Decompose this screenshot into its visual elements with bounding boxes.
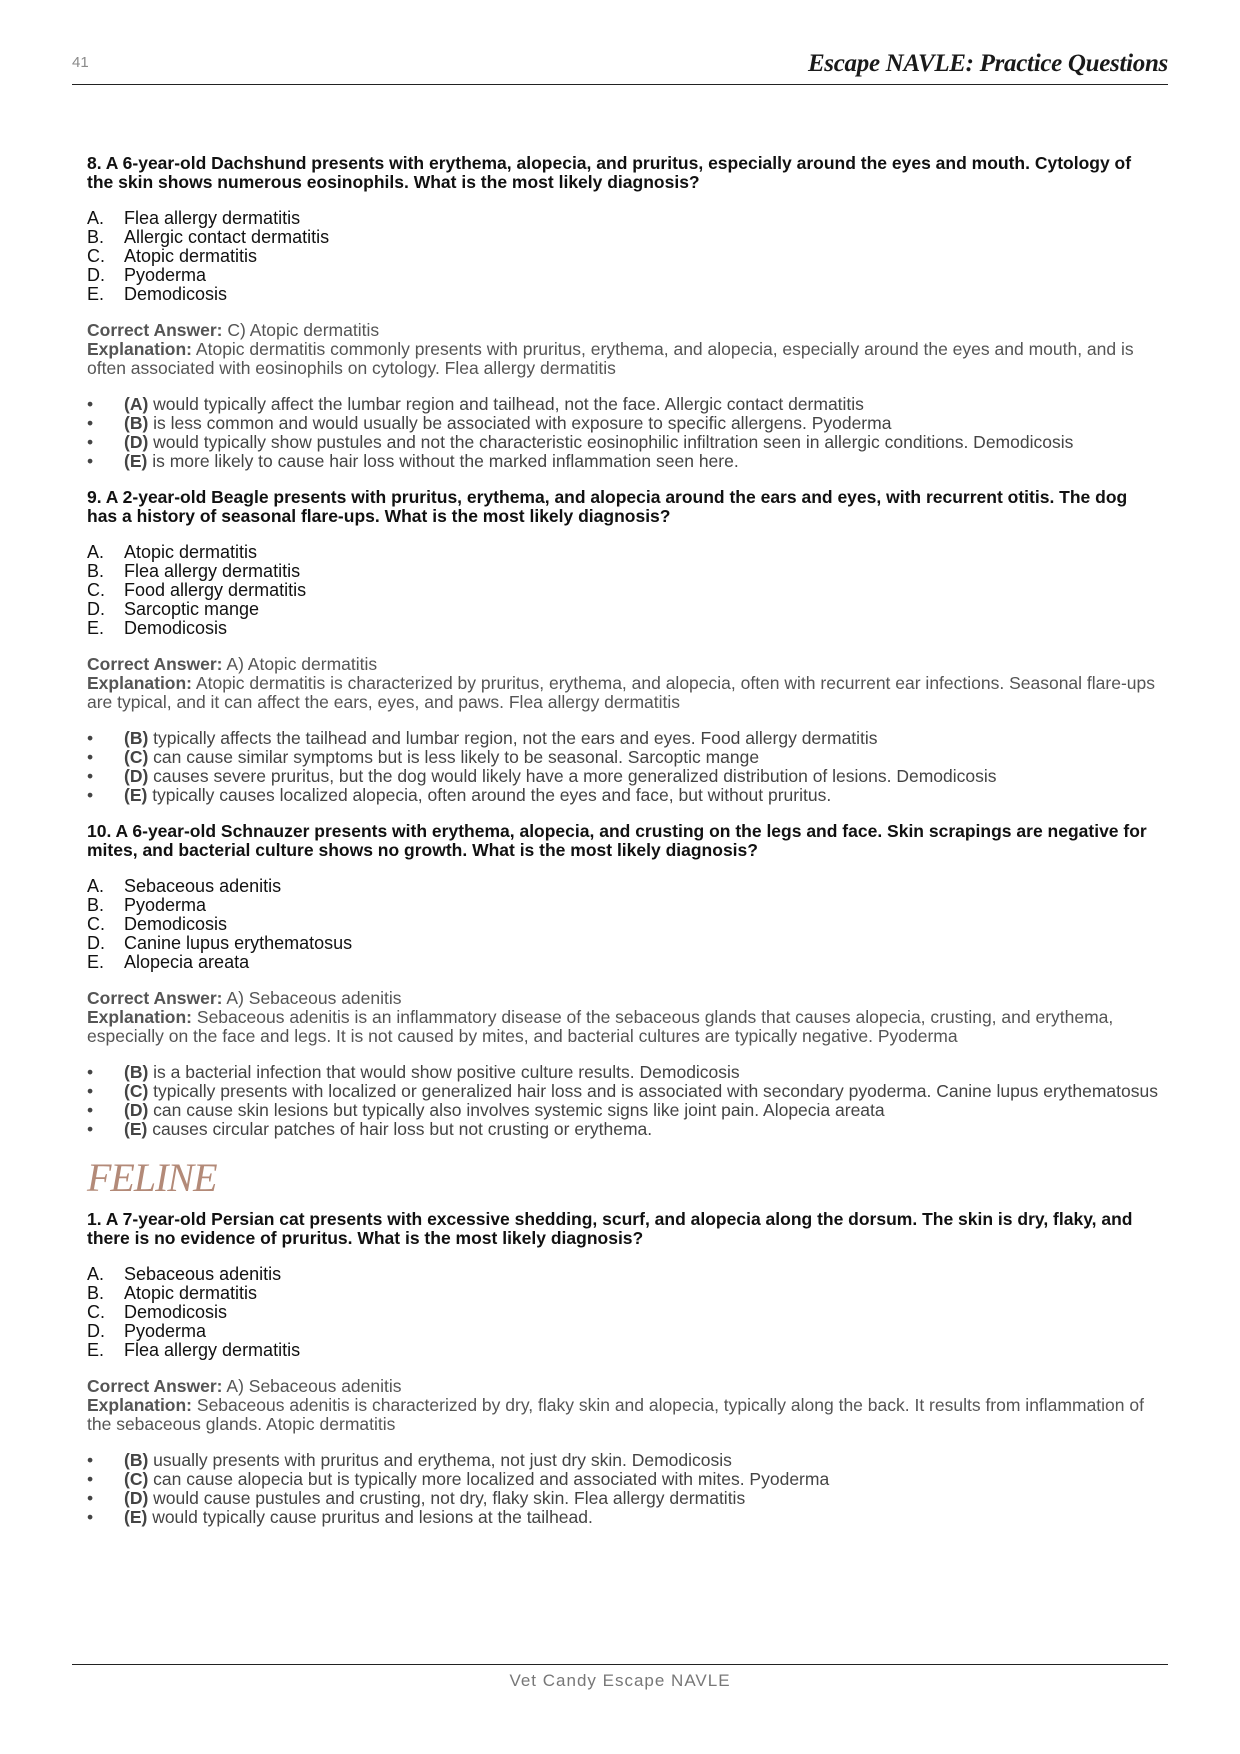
question-text: 1. A 7-year-old Persian cat presents with excessive shedding, scurf, and alopecia along the dorsum. The skin is dry, flaky, and there is no evidence of pruritus. What is the most likely diagnosis? xyxy=(87,1209,1133,1248)
bullet-icon: • xyxy=(87,1100,94,1120)
distractor-key: (D) xyxy=(124,432,149,452)
distractor-item xyxy=(87,767,1160,786)
distractor-key: (B) xyxy=(124,413,149,433)
bullet-icon: • xyxy=(87,1507,94,1527)
distractor-body xyxy=(124,433,1073,452)
distractor-item xyxy=(87,1082,1160,1101)
option-item xyxy=(87,915,1160,934)
distractor-key: (D) xyxy=(124,1488,149,1508)
correct-answer xyxy=(87,989,1160,1008)
distractor-text: would typically show pustules and not the characteristic eosinophilic infiltration seen in allergic conditions. Demodicosis xyxy=(148,432,1074,452)
distractor-text: causes circular patches of hair loss but not crusting or erythema. xyxy=(147,1119,653,1139)
option-text: Demodicosis xyxy=(124,284,228,304)
distractor-text: causes severe pruritus, but the dog would likely have a more generalized distribution of lesions. Demodicosis xyxy=(148,766,997,786)
option-letter: C. xyxy=(87,246,105,266)
page-footer xyxy=(72,1664,1168,1691)
bullet-icon: • xyxy=(87,747,94,767)
option-item xyxy=(87,619,1160,638)
bullet-icon: • xyxy=(87,394,94,414)
option-text: Sebaceous adenitis xyxy=(124,1264,282,1284)
correct-answer-label: Correct Answer: xyxy=(87,320,223,340)
explanation xyxy=(87,1008,1160,1046)
question-block xyxy=(87,154,1160,471)
distractor-item xyxy=(87,1489,1160,1508)
distractor-key: (B) xyxy=(124,728,149,748)
explanation-text: Sebaceous adenitis is an inflammatory disease of the sebaceous glands that causes alopecia, crusting, and erythema, especially on the face and legs. It is not caused by mites, and bacterial cultures are typically negative. Pyoderma xyxy=(87,1007,1114,1046)
section-title-feline: FELINE xyxy=(87,1155,217,1200)
footer-text: Vet Candy Escape NAVLE xyxy=(509,1671,731,1690)
document-title: Escape NAVLE: Practice Questions xyxy=(807,50,1168,77)
option-text: Pyoderma xyxy=(124,895,207,915)
distractor-text: can cause similar symptoms but is less likely to be seasonal. Sarcoptic mange xyxy=(148,747,760,767)
option-letter: E. xyxy=(87,618,105,638)
distractor-text: would typically cause pruritus and lesions at the tailhead. xyxy=(147,1507,593,1527)
option-letter: D. xyxy=(87,1321,105,1341)
option-item xyxy=(87,877,1160,896)
bullet-icon: • xyxy=(87,1081,94,1101)
option-item xyxy=(87,1341,1160,1360)
distractor-key: (E) xyxy=(124,451,148,471)
explanation-label: Explanation: xyxy=(87,339,193,359)
option-letter: B. xyxy=(87,895,105,915)
distractor-text: would typically affect the lumbar region and tailhead, not the face. Allergic contact dermatitis xyxy=(148,394,864,414)
option-text: Food allergy dermatitis xyxy=(124,580,307,600)
distractor-text: is a bacterial infection that would show positive culture results. Demodicosis xyxy=(148,1062,740,1082)
distractor-list xyxy=(87,1451,1160,1527)
option-letter: A. xyxy=(87,208,105,228)
option-item xyxy=(87,896,1160,915)
question-text: 10. A 6-year-old Schnauzer presents with erythema, alopecia, and crusting on the legs and face. Skin scrapings are negative for mites, and bacterial culture shows no growth. What is the most likely diagnosis? xyxy=(87,821,1147,860)
option-letter: E. xyxy=(87,1340,105,1360)
correct-answer xyxy=(87,655,1160,674)
option-item xyxy=(87,228,1160,247)
option-text: Demodicosis xyxy=(124,1302,228,1322)
option-text: Atopic dermatitis xyxy=(124,246,258,266)
option-item xyxy=(87,562,1160,581)
distractor-body xyxy=(124,729,878,748)
page-header xyxy=(72,48,1168,85)
distractor-item xyxy=(87,414,1160,433)
distractor-body xyxy=(124,452,739,471)
correct-answer xyxy=(87,1377,1160,1396)
option-letter: C. xyxy=(87,1302,105,1322)
bullet-icon: • xyxy=(87,1469,94,1489)
bullet-icon: • xyxy=(87,432,94,452)
answer-options xyxy=(87,877,1160,972)
distractor-key: (D) xyxy=(124,1100,149,1120)
distractor-item xyxy=(87,452,1160,471)
bullet-icon: • xyxy=(87,785,94,805)
distractor-body xyxy=(124,1101,885,1120)
distractor-key: (E) xyxy=(124,1119,148,1139)
option-text: Alopecia areata xyxy=(124,952,250,972)
distractor-item xyxy=(87,1451,1160,1470)
option-text: Atopic dermatitis xyxy=(124,542,258,562)
distractor-body xyxy=(124,786,831,805)
canine-questions xyxy=(87,154,1160,1139)
question-text: 8. A 6-year-old Dachshund presents with erythema, alopecia, and pruritus, especially around the eyes and mouth. Cytology of the skin shows numerous eosinophils. What is the most likely diagnosis? xyxy=(87,153,1132,192)
option-text: Pyoderma xyxy=(124,1321,207,1341)
option-item xyxy=(87,1303,1160,1322)
distractor-body xyxy=(124,1082,1158,1101)
explanation-text: Atopic dermatitis is characterized by pruritus, erythema, and alopecia, often with recurrent ear infections. Seasonal flare-ups are typical, and it can affect the ears, eyes, and paws. Flea allergy dermatitis xyxy=(87,673,1156,712)
correct-answer-label: Correct Answer: xyxy=(87,988,223,1008)
correct-answer-value: A) Sebaceous adenitis xyxy=(226,1376,402,1396)
option-item xyxy=(87,285,1160,304)
distractor-body xyxy=(124,1451,732,1470)
page-number: 41 xyxy=(72,54,89,71)
distractor-key: (B) xyxy=(124,1450,149,1470)
option-letter: D. xyxy=(87,599,105,619)
option-text: Demodicosis xyxy=(124,618,228,638)
distractor-body xyxy=(124,1508,593,1527)
bullet-icon: • xyxy=(87,1062,94,1082)
bullet-icon: • xyxy=(87,728,94,748)
answer-options xyxy=(87,209,1160,304)
distractor-text: typically presents with localized or generalized hair loss and is associated with secondary pyoderma. Canine lupus erythematosus xyxy=(148,1081,1158,1101)
question-block xyxy=(87,1210,1160,1527)
distractor-text: can cause alopecia but is typically more localized and associated with mites. Pyoderma xyxy=(148,1469,830,1489)
distractor-key: (C) xyxy=(124,1081,149,1101)
correct-answer-value: A) Sebaceous adenitis xyxy=(226,988,402,1008)
option-letter: B. xyxy=(87,1283,105,1303)
page-content xyxy=(87,154,1160,1544)
distractor-text: typically affects the tailhead and lumbar region, not the ears and eyes. Food allergy dermatitis xyxy=(148,728,878,748)
option-item xyxy=(87,581,1160,600)
option-text: Allergic contact dermatitis xyxy=(124,227,330,247)
correct-answer xyxy=(87,321,1160,340)
explanation-label: Explanation: xyxy=(87,1007,193,1027)
option-text: Flea allergy dermatitis xyxy=(124,208,301,228)
bullet-icon: • xyxy=(87,1488,94,1508)
distractor-item xyxy=(87,1470,1160,1489)
distractor-item xyxy=(87,786,1160,805)
distractor-body xyxy=(124,748,759,767)
option-text: Atopic dermatitis xyxy=(124,1283,258,1303)
option-letter: E. xyxy=(87,952,105,972)
answer-options xyxy=(87,1265,1160,1360)
distractor-list xyxy=(87,395,1160,471)
distractor-body xyxy=(124,1063,740,1082)
distractor-body xyxy=(124,1489,745,1508)
distractor-key: (E) xyxy=(124,785,148,805)
distractor-body xyxy=(124,1470,829,1489)
distractor-item xyxy=(87,729,1160,748)
question-block xyxy=(87,822,1160,1139)
option-letter: A. xyxy=(87,876,105,896)
option-text: Pyoderma xyxy=(124,265,207,285)
option-letter: E. xyxy=(87,284,105,304)
distractor-item xyxy=(87,1063,1160,1082)
option-text: Canine lupus erythematosus xyxy=(124,933,353,953)
distractor-key: (C) xyxy=(124,1469,149,1489)
distractor-item xyxy=(87,395,1160,414)
correct-answer-label: Correct Answer: xyxy=(87,654,223,674)
option-item xyxy=(87,1322,1160,1341)
option-item xyxy=(87,266,1160,285)
distractor-text: can cause skin lesions but typically also involves systemic signs like joint pain. Alopecia areata xyxy=(148,1100,885,1120)
option-letter: A. xyxy=(87,542,105,562)
bullet-icon: • xyxy=(87,413,94,433)
distractor-text: would cause pustules and crusting, not dry, flaky skin. Flea allergy dermatitis xyxy=(148,1488,746,1508)
option-text: Flea allergy dermatitis xyxy=(124,1340,301,1360)
explanation-text: Sebaceous adenitis is characterized by dry, flaky skin and alopecia, typically along the back. It results from inflammation of the sebaceous glands. Atopic dermatitis xyxy=(87,1395,1144,1434)
distractor-key: (B) xyxy=(124,1062,149,1082)
bullet-icon: • xyxy=(87,1119,94,1139)
option-item xyxy=(87,1284,1160,1303)
bullet-icon: • xyxy=(87,451,94,471)
distractor-body xyxy=(124,395,864,414)
option-text: Sarcoptic mange xyxy=(124,599,260,619)
option-letter: A. xyxy=(87,1264,105,1284)
option-item xyxy=(87,1265,1160,1284)
answer-explanation xyxy=(87,321,1160,378)
bullet-icon: • xyxy=(87,766,94,786)
explanation xyxy=(87,340,1160,378)
distractor-item xyxy=(87,748,1160,767)
distractor-body xyxy=(124,1120,652,1139)
option-text: Sebaceous adenitis xyxy=(124,876,282,896)
bullet-icon: • xyxy=(87,1450,94,1470)
feline-questions xyxy=(87,1210,1160,1527)
answer-explanation xyxy=(87,989,1160,1046)
distractor-text: usually presents with pruritus and erythema, not just dry skin. Demodicosis xyxy=(148,1450,732,1470)
distractor-key: (C) xyxy=(124,747,149,767)
answer-explanation xyxy=(87,1377,1160,1434)
option-item xyxy=(87,209,1160,228)
distractor-list xyxy=(87,729,1160,805)
distractor-body xyxy=(124,414,891,433)
option-text: Demodicosis xyxy=(124,914,228,934)
distractor-body xyxy=(124,767,997,786)
option-item xyxy=(87,247,1160,266)
explanation-label: Explanation: xyxy=(87,673,193,693)
correct-answer-label: Correct Answer: xyxy=(87,1376,223,1396)
correct-answer-value: C) Atopic dermatitis xyxy=(227,320,380,340)
distractor-item xyxy=(87,1508,1160,1527)
distractor-text: is less common and would usually be associated with exposure to specific allergens. Pyoderma xyxy=(148,413,892,433)
distractor-key: (D) xyxy=(124,766,149,786)
option-text: Flea allergy dermatitis xyxy=(124,561,301,581)
distractor-list xyxy=(87,1063,1160,1139)
distractor-key: (E) xyxy=(124,1507,148,1527)
distractor-item xyxy=(87,1120,1160,1139)
option-letter: D. xyxy=(87,265,105,285)
option-letter: C. xyxy=(87,580,105,600)
explanation xyxy=(87,1396,1160,1434)
distractor-item xyxy=(87,433,1160,452)
option-item xyxy=(87,600,1160,619)
option-letter: D. xyxy=(87,933,105,953)
distractor-item xyxy=(87,1101,1160,1120)
distractor-key: (A) xyxy=(124,394,149,414)
question-block xyxy=(87,488,1160,805)
explanation-text: Atopic dermatitis commonly presents with pruritus, erythema, and alopecia, especially around the eyes and mouth, and is often associated with eosinophils on cytology. Flea allergy dermatitis xyxy=(87,339,1134,378)
answer-options xyxy=(87,543,1160,638)
option-letter: B. xyxy=(87,227,105,247)
answer-explanation xyxy=(87,655,1160,712)
option-letter: B. xyxy=(87,561,105,581)
distractor-text: typically causes localized alopecia, often around the eyes and face, but without pruritus. xyxy=(147,785,832,805)
question-text: 9. A 2-year-old Beagle presents with pruritus, erythema, and alopecia around the ears and eyes, with recurrent otitis. The dog has a history of seasonal flare-ups. What is the most likely diagnosis? xyxy=(87,487,1128,526)
option-letter: C. xyxy=(87,914,105,934)
explanation-label: Explanation: xyxy=(87,1395,193,1415)
option-item xyxy=(87,934,1160,953)
option-item xyxy=(87,543,1160,562)
explanation xyxy=(87,674,1160,712)
distractor-text: is more likely to cause hair loss without the marked inflammation seen here. xyxy=(147,451,739,471)
option-item xyxy=(87,953,1160,972)
correct-answer-value: A) Atopic dermatitis xyxy=(226,654,378,674)
